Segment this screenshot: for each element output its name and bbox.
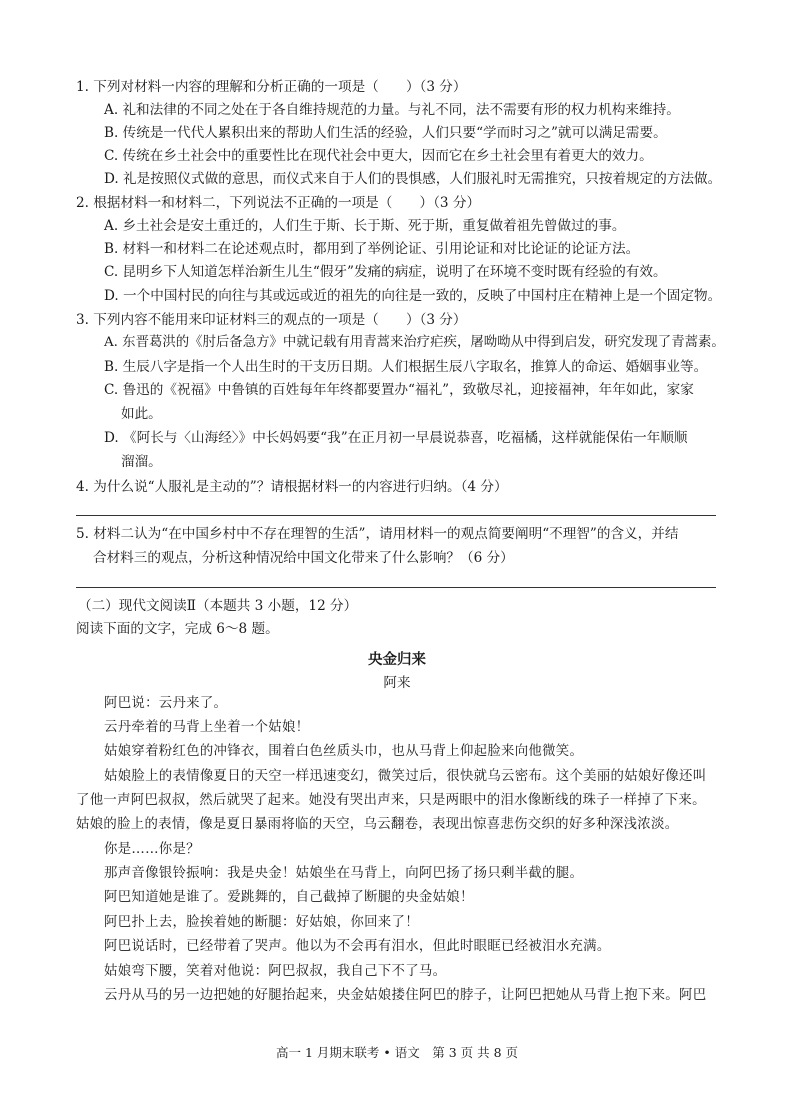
question-3-option-d: D. 《阿长与〈山海经〉》中长妈妈要“我”在正月初一早晨说恭喜，吃福橘，这样就能保佑一年顺顺 [104,430,688,446]
story-paragraph-continued: 姑娘的脸上的表情，像是夏日暴雨将临的天空，乌云翻卷，表现出惊喜悲伤交织的好多种深浅浓淡。 [76,817,679,832]
question-5-stem: 5. 材料二认为“在中国乡村中不存在理智的生活”，请用材料一的观点简要阐明“不理智”的含义，并结 [76,526,679,542]
question-4-stem: 4. 为什么说“人服礼是主动的”？请根据材料一的内容进行归纳。（4 分） [76,479,508,495]
answer-line [76,515,716,516]
question-1-stem: 1. 下列对材料一内容的理解和分析正确的一项是（ ）（3 分） [76,79,467,95]
story-paragraph: 姑娘脸上的表情像夏日的天空一样迅速变幻，微笑过后，很快就乌云密布。这个美丽的姑娘好像还叫 [104,769,707,784]
question-3-option-b: B. 生辰八字是指一个人出生时的干支历日期。人们根据生辰八字取名，推算人的命运、婚姻事业等。 [104,359,708,375]
question-5-stem-continued: 合材料三的观点，分析这种情况给中国文化带来了什么影响？（6 分） [93,550,514,566]
story-paragraph-continued: 了他一声阿巴叔叔，然后就哭了起来。她没有哭出声来，只是两眼中的泪水像断线的珠子一样掉了下来。 [76,793,706,808]
story-paragraph: 阿巴说话时，已经带着了哭声。他以为不会再有泪水，但此时眼眶已经被泪水充满。 [104,939,611,954]
answer-line [76,587,716,588]
question-1-option-d: D. 礼是按照仪式做的意思，而仪式来自于人们的畏惧感，人们服礼时无需推究，只按着规定的方法做。 [104,171,722,187]
question-1-option-a: A. 礼和法律的不同之处在于各自维持规范的力量。与礼不同，法不需要有形的权力机构来维持。 [104,102,680,118]
page-footer: 高一 1 月期末联考 • 语文 第 3 页 共 8 页 [276,1045,518,1060]
story-paragraph: 你是……你是？ [104,842,200,857]
question-2-option-d: D. 一个中国村民的向往与其或远或近的祖先的向往是一致的，反映了中国村庄在精神上是一个固定物。 [104,288,722,304]
story-author: 阿来 [383,675,411,691]
section-instruction: 阅读下面的文字，完成 6～8 题。 [76,621,279,637]
story-paragraph: 阿巴知道她是谁了。爱跳舞的，自己截掉了断腿的央金姑娘！ [104,890,474,905]
question-2-option-a: A. 乡土社会是安土重迁的，人们生于斯、长于斯、死于斯，重复做着祖先曾做过的事。 [104,218,626,234]
story-paragraph: 阿巴说：云丹来了。 [104,696,228,711]
question-1-option-c: C. 传统在乡土社会中的重要性比在现代社会中更大，因而它在乡土社会里有着更大的效力。 [104,148,653,164]
question-3-option-a: A. 东晋葛洪的《肘后备急方》中就记载有用青蒿来治疗疟疾，屠呦呦从中得到启发，研究发现了青蒿素。 [104,335,725,350]
question-3-stem: 3. 下列内容不能用来印证材料三的观点的一项是（ ）（3 分） [76,312,467,328]
question-3-option-c-continued: 如此。 [121,406,162,422]
question-2-option-c: C. 昆明乡下人知道怎样治新生儿生“假牙”发痛的病症，说明了在环境不变时既有经验的有效。 [104,264,667,280]
story-title: 央金归来 [368,652,426,668]
story-paragraph: 阿巴扑上去，脸挨着她的断腿：好姑娘，你回来了！ [104,915,419,930]
story-paragraph: 姑娘穿着粉红色的冲锋衣，围着白色丝质头巾，也从马背上仰起脸来向他微笑。 [104,744,584,759]
section-heading: （二）现代文阅读Ⅱ（本题共 3 小题，12 分） [78,598,358,614]
question-2-option-b: B. 材料一和材料二在论述观点时，都用到了举例论证、引用论证和对比论证的论证方法。 [104,241,640,257]
question-2-stem: 2. 根据材料一和材料二，下列说法不正确的一项是（ ）（3 分） [76,195,481,211]
question-1-option-b: B. 传统是一代代人累积出来的帮助人们生活的经验，人们只要“学而时习之”就可以满足需要。 [104,125,667,141]
question-3-option-c: C. 鲁迅的《祝福》中鲁镇的百姓每年年终都要置办“福礼”，致敬尽礼，迎接福神，年年如此，家家 [104,382,694,398]
question-3-option-d-continued: 溜溜。 [121,454,162,470]
story-paragraph: 云丹牵着的马背上坐着一个姑娘！ [104,720,310,735]
story-paragraph: 姑娘弯下腰，笑着对他说：阿巴叔叔，我自己下不了马。 [104,964,447,979]
story-paragraph: 云丹从马的另一边把她的好腿抬起来，央金姑娘搂住阿巴的脖子，让阿巴把她从马背上抱下来。阿巴 [104,988,707,1003]
story-paragraph: 那声音像银铃振响：我是央金！姑娘坐在马背上，向阿巴扬了扬只剩半截的腿。 [104,866,584,881]
